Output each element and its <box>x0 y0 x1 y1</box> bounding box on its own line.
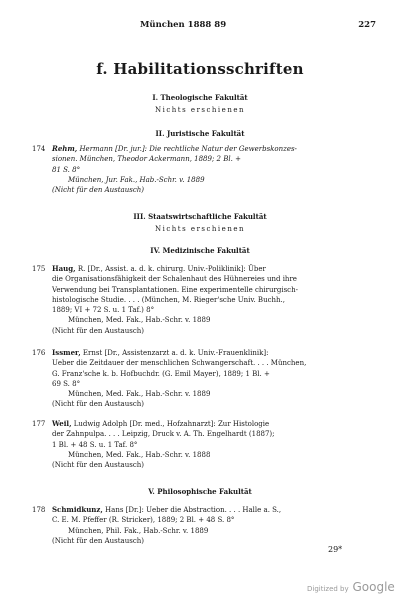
watermark-prefix: Digitized by <box>307 585 349 593</box>
entry-line: Hans [Dr.]: Ueber die Abstraction. . . . Halle a. S., <box>105 506 282 514</box>
entry-line: Ludwig Adolph [Dr. med., Hofzahnarzt]: Zur Histologie <box>73 420 270 428</box>
entry-line: Ueber die Zeitdauer der menschlichen Schwangerschaft. . . . München, <box>52 359 307 368</box>
entry-178 <box>32 505 377 546</box>
entry-174 <box>32 144 377 195</box>
entry-number: 176 <box>32 349 46 357</box>
entry-note: (Nicht für den Austausch) <box>52 400 144 409</box>
entry-number: 175 <box>32 265 46 273</box>
entry-note: (Nicht für den Austausch) <box>52 186 144 195</box>
entry-text <box>52 505 377 526</box>
entry-note: (Nicht für den Austausch) <box>52 461 144 470</box>
entry-175 <box>32 264 377 336</box>
page-title: f. Habilitationsschriften <box>96 60 304 78</box>
entry-number: 177 <box>32 420 46 428</box>
entry-author: Issmer, <box>52 348 81 357</box>
entry-location: München, Med. Fak., Hab.-Schr. v. 1889 <box>68 316 211 325</box>
entry-location: München, Med. Fak., Hab.-Schr. v. 1888 <box>68 450 211 459</box>
entry-line: die Organisationsfähigkeit der Schalenhaut des Hühnereies und ihre <box>52 275 297 284</box>
entry-line: Ernst [Dr., Assistenzarzt a. d. k. Univ.-Frauenklinik]: <box>82 349 269 357</box>
signature-mark: 29* <box>328 545 343 554</box>
section-law: II. Juristische Fakultät <box>155 129 245 138</box>
header-center: München 1888 89 <box>140 20 227 30</box>
section-economics: III. Staatswirtschaftliche Fakultät <box>133 212 267 221</box>
entry-text <box>52 264 377 315</box>
google-watermark <box>307 580 395 594</box>
entry-line: 81 S. 8° <box>52 165 81 174</box>
entry-line: G. Franz'sche k. b. Hofbuchdr. (G. Emil Mayer), 1889; 1 Bl. + <box>52 369 270 378</box>
entry-line: histologische Studie. . . . (München, M. Rieger'sche Univ. Buchh., <box>52 295 285 304</box>
watermark-brand: Google <box>352 580 395 594</box>
entry-note: (Nicht für den Austausch) <box>52 326 144 335</box>
entry-177 <box>32 419 377 470</box>
entry-176 <box>32 348 377 410</box>
entry-location: München, Med. Fak., Hab.-Schr. v. 1889 <box>68 390 211 399</box>
page-number: 227 <box>358 20 376 30</box>
section-medicine: IV. Medizinische Fakultät <box>150 246 250 255</box>
section-theology-none: Nichts erschienen <box>155 106 245 114</box>
entry-author: Weil, <box>52 419 72 428</box>
entry-author: Rehm, <box>52 144 78 153</box>
entry-line: R. [Dr., Assist. a. d. k. chirurg. Univ.-Poliklinik]: Über <box>77 265 266 273</box>
entry-author: Schmidkunz, <box>52 505 103 514</box>
entry-location: München, Jur. Fak., Hab.-Schr. v. 1889 <box>68 175 205 184</box>
running-header <box>0 20 400 34</box>
entry-author: Haug, <box>52 264 76 273</box>
entry-number: 174 <box>32 145 46 153</box>
entry-number: 178 <box>32 506 46 514</box>
entry-line: 1 Bl. + 48 S. u. 1 Taf. 8° <box>52 440 138 449</box>
entry-line: der Zahnpulpa. . . . Leipzig, Druck v. A. Th. Engelhardt (1887); <box>52 430 275 439</box>
section-philosophy: V. Philosophische Fakultät <box>148 487 252 496</box>
entry-line: sionen. München, Theodor Ackermann, 1889; 2 Bl. + <box>52 155 241 164</box>
entry-line: 1889; VI + 72 S. u. 1 Taf.) 8° <box>52 306 155 315</box>
entry-line: 69 S. 8° <box>52 379 81 388</box>
section-theology: I. Theologische Fakultät <box>152 93 248 102</box>
entry-line: C. E. M. Pfeffer (R. Stricker), 1889; 2 Bl. + 48 S. 8° <box>52 516 235 525</box>
section-economics-none: Nichts erschienen <box>155 225 245 233</box>
entry-text <box>52 419 377 450</box>
entry-text <box>52 144 377 175</box>
entry-note: (Nicht für den Austausch) <box>52 536 144 545</box>
entry-location: München, Phil. Fak., Hab.-Schr. v. 1889 <box>68 526 209 535</box>
entry-text <box>52 348 377 389</box>
entry-line: Hermann [Dr. jur.]: Die rechtliche Natur der Gewerbskonzes- <box>79 145 297 153</box>
entry-line: Verwendung bei Transplantationen. Eine experimentelle chirurgisch- <box>52 285 298 294</box>
